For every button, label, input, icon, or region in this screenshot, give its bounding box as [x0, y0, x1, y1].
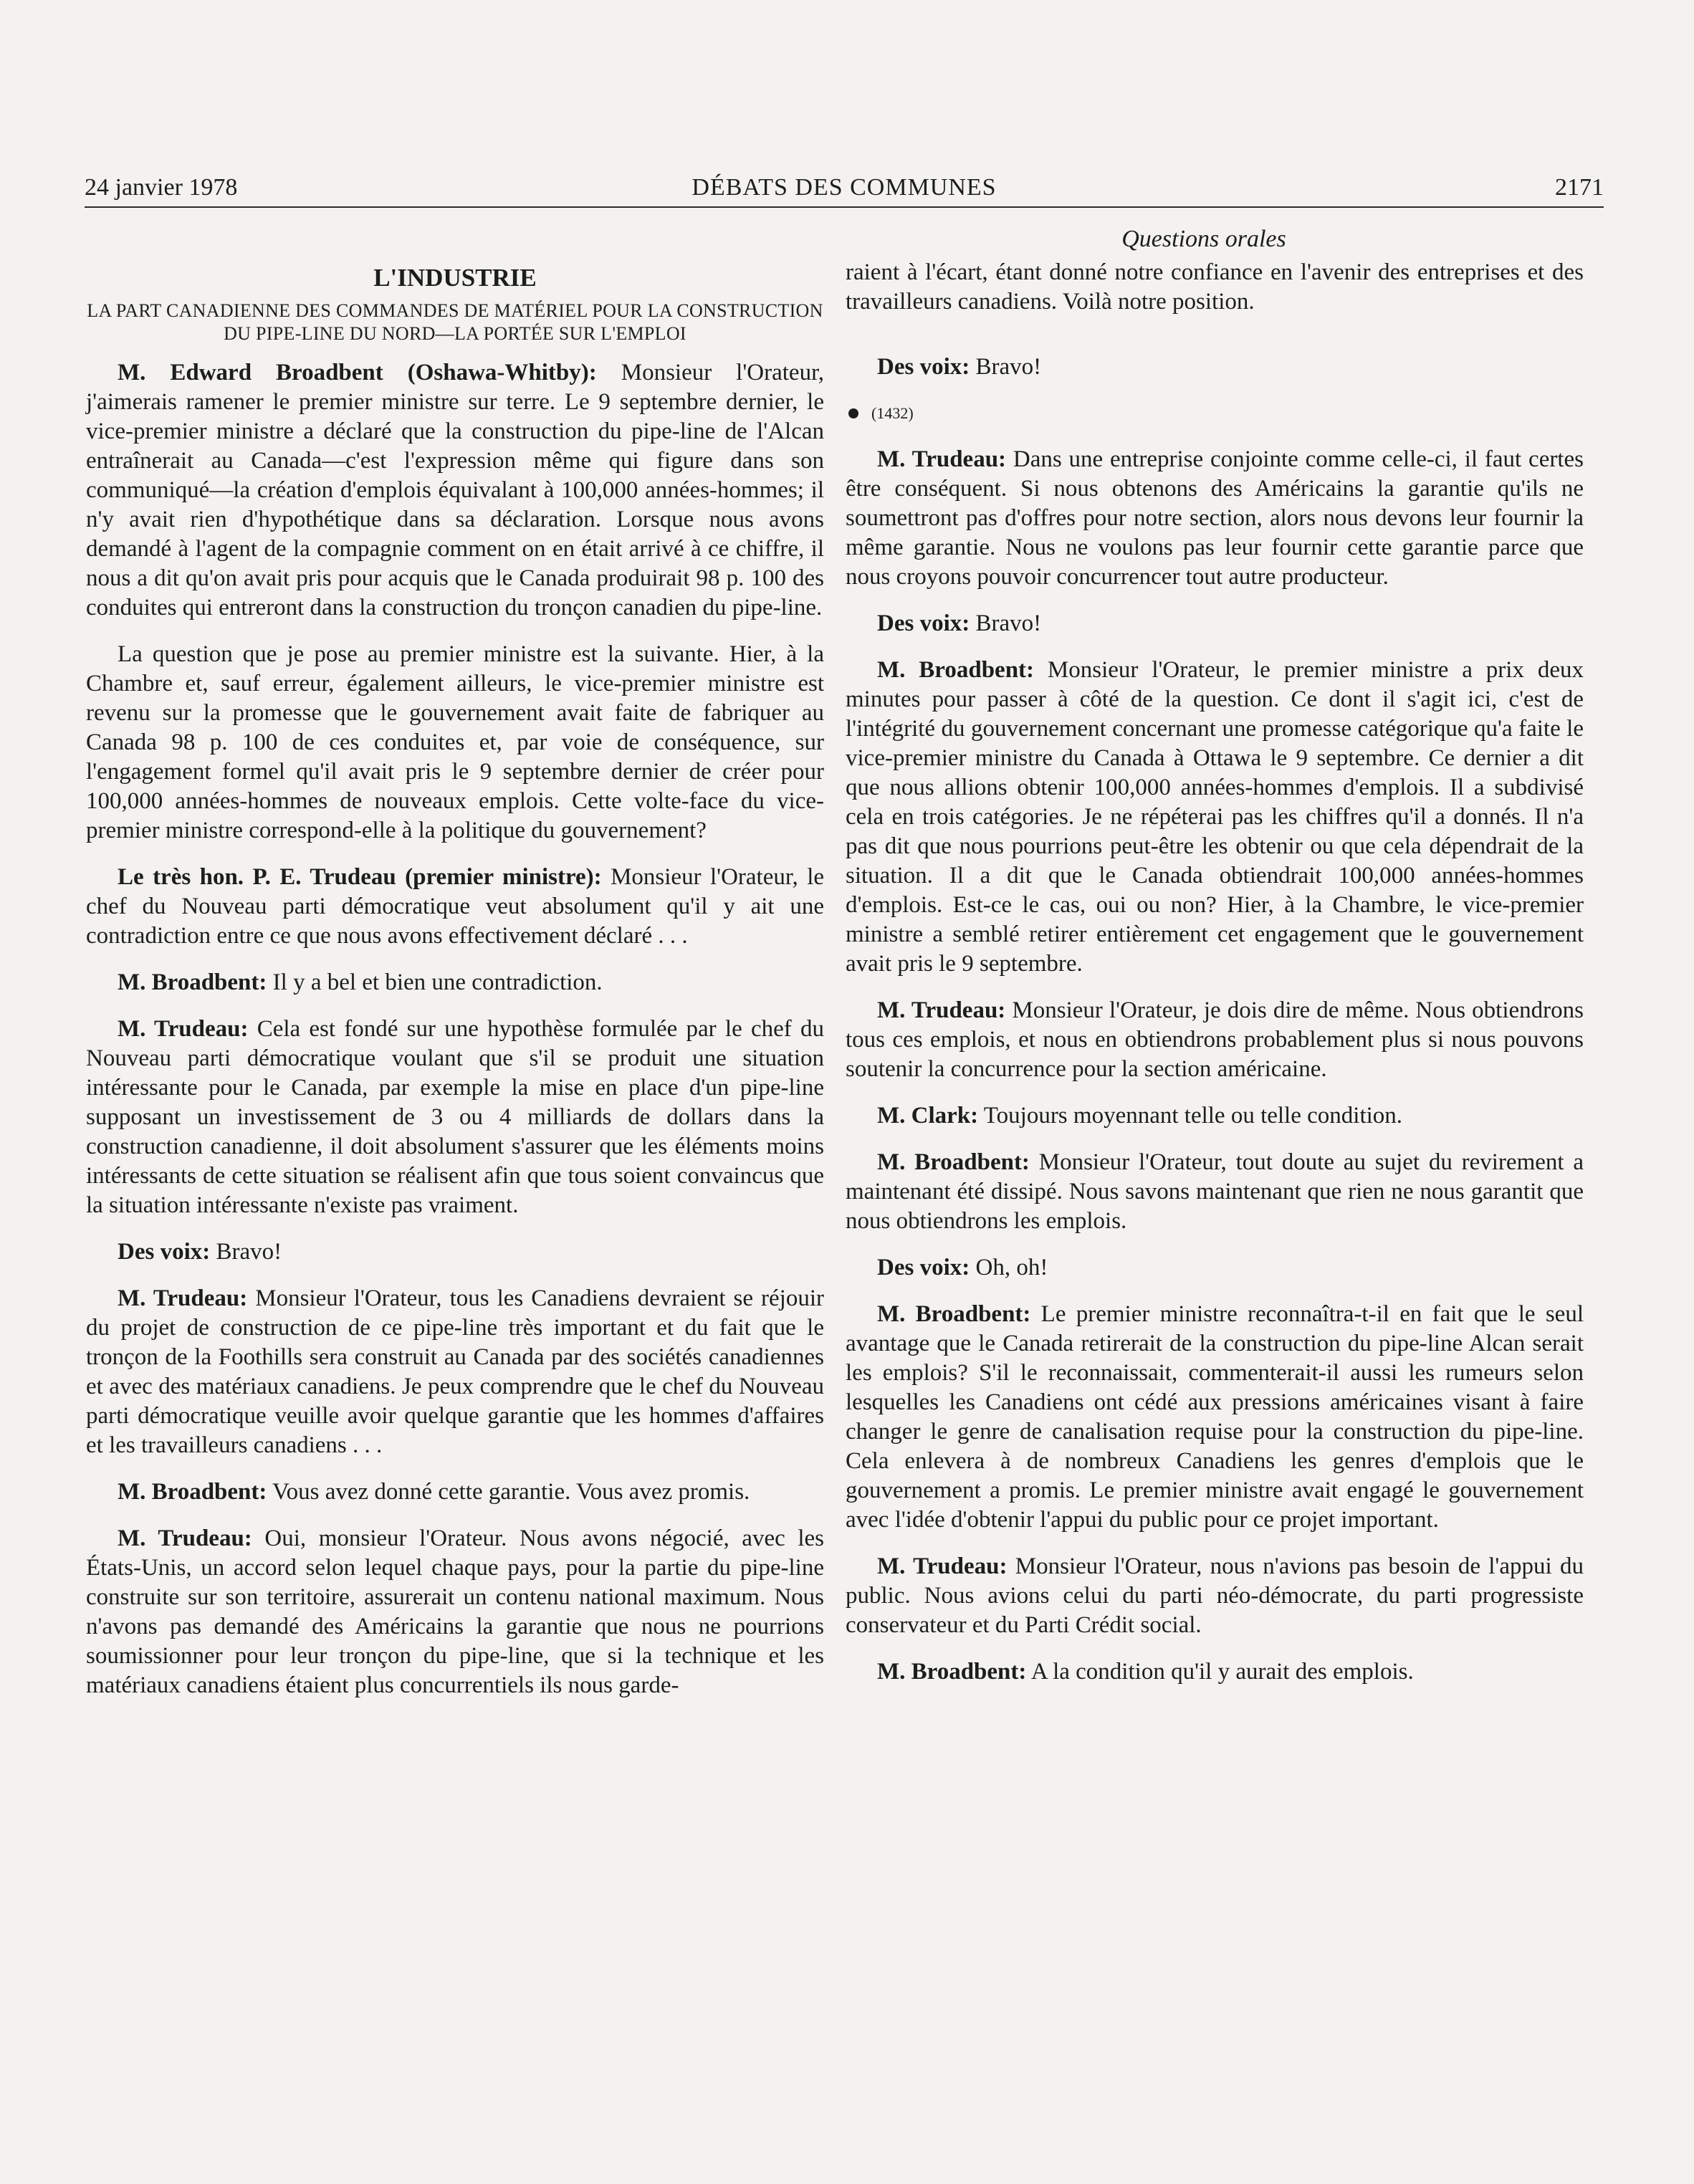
speech-paragraph: [846, 1657, 1584, 1687]
speaker-name: Des voix:: [118, 1239, 211, 1265]
speaker-name: M. Trudeau:: [118, 1526, 252, 1551]
speech-text: Monsieur l'Orateur, nous n'avions pas besoin de l'appui du public. Nous avions celui du parti néo-démocrate, du parti progressiste conservateur et du Parti Crédit social.: [846, 1553, 1584, 1638]
speech-text: Monsieur l'Orateur, tout doute au sujet du revirement a maintenant été dissipé. Nous savons maintenant que rien ne nous garantit que nous obtiendrons les emplois.: [846, 1149, 1584, 1234]
right-paragraphs-a: [846, 353, 1584, 382]
speech-paragraph: [86, 1284, 824, 1460]
speaker-name: M. Trudeau:: [877, 997, 1006, 1023]
bullet-icon: [848, 408, 858, 418]
time-marker-label: (1432): [871, 404, 914, 422]
speech-text: Cela est fondé sur une hypothèse formulée par le chef du Nouveau parti démocratique voulant que s'il se produit une situation intéressante pour le Canada, par exemple la mise en place d'un pipe-line supposant un investissement de 3 ou 4 milliards de dollars dans la construction canadienne, il doit absolument s'assurer que les éléments moins intéressants de cette situation se réalisent afin que tous soient convaincus que la situation intéressante n'existe pas vraiment.: [86, 1016, 824, 1218]
speaker-name: M. Trudeau:: [877, 1553, 1008, 1579]
speech-text: Bravo!: [970, 610, 1042, 636]
speech-text: Oui, monsieur l'Orateur. Nous avons négocié, avec les États-Unis, un accord selon lequel chaque pays, pour la partie du pipe-line construite sur son territoire, assurerait un contenu national maximum. Nous n'avons pas demandé des Américains la garantie que nous ne pourrions soumissionner pour leur tronçon du pipe-line, que si la technique et les matériaux canadiens étaient plus concurrentiels ils nous garde-: [86, 1526, 824, 1698]
speech-paragraph: [86, 1477, 824, 1507]
speech-text: Le premier ministre reconnaîtra-t-il en fait que le seul avantage que le Canada retirerait de la construction du pipe-line Alcan serait les emplois? S'il le reconnaissait, commenterait-il aussi les rumeurs selon lesquelles les Canadiens ont cédé aux pressions américaines visant à faire changer le genre de canalisation requise pour la construction du pipe-line. Cela enlevera à de nombreux Canadiens les genres d'emplois que le gouvernement a promis. Le premier ministre avait engagé le gouvernement avec l'idée d'obtenir l'appui du public pour ce projet important.: [846, 1301, 1584, 1533]
left-column: [86, 258, 824, 1718]
speech-text: Monsieur l'Orateur, j'aimerais ramener le premier ministre sur terre. Le 9 septembre dernier, le vice-premier ministre a déclaré que la construction du pipe-line de l'Alcan entraînerait au Canada—c'est l'expression même qui figure dans son communiqué—la création d'emplois équivalant à 100,000 années-hommes; il n'y avait rien d'hypothétique dans sa déclaration. Lorsque nous avons demandé à l'agent de la compagnie comment on en était arrivé à ce chiffre, il nous a dit qu'on avait pris pour acquis que le Canada produirait 98 p. 100 des conduites qui entreront dans la construction du tronçon canadien du pipe-line.: [86, 360, 824, 621]
header-date: 24 janvier 1978: [85, 174, 238, 201]
speech-paragraph: [86, 863, 824, 951]
speech-text: Toujours moyennant telle ou telle condition.: [978, 1103, 1403, 1129]
speech-paragraph: [86, 968, 824, 997]
section-subtitle: LA PART CANADIENNE DES COMMANDES DE MATÉRIEL POUR LA CONSTRUCTION DU PIPE-LINE DU NORD—LA PORTÉE SUR L'EMPLOI: [87, 300, 823, 344]
speech-paragraph: [846, 445, 1584, 592]
speech-paragraph: [846, 656, 1584, 979]
page-header: [85, 169, 1604, 208]
right-column: [846, 258, 1584, 1704]
speaker-name: Des voix:: [877, 1255, 970, 1280]
speech-paragraph: [86, 1237, 824, 1267]
speech-paragraph: [846, 996, 1584, 1084]
speech-paragraph: [846, 1253, 1584, 1283]
speech-text: La question que je pose au premier ministre est la suivante. Hier, à la Chambre et, sauf erreur, également ailleurs, le vice-premier ministre est revenu sur la promesse que le gouvernement avait faite de fabriquer au Canada 98 p. 100 de ces conduites et, par voie de conséquence, sur l'engagement formel qu'il avait pris le 9 septembre dernier de créer pour 100,000 années-hommes de nouveaux emplois. Cette volte-face du vice-premier ministre correspond-elle à la politique du gouvernement?: [86, 641, 824, 843]
speech-paragraph: [86, 1524, 824, 1700]
speech-paragraph: [86, 1015, 824, 1220]
header-title: DÉBATS DES COMMUNES: [692, 174, 997, 201]
speech-text: Il y a bel et bien une contradiction.: [267, 969, 603, 995]
speech-paragraph: [846, 1148, 1584, 1236]
speaker-name: Le très hon. P. E. Trudeau (premier ministre):: [118, 864, 602, 890]
speaker-name: M. Broadbent:: [877, 1149, 1030, 1175]
continuation-paragraph: raient à l'écart, étant donné notre confiance en l'avenir des entreprises et des travailleurs canadiens. Voilà notre position.: [846, 259, 1584, 315]
speech-paragraph: [846, 1101, 1584, 1131]
section-title: L'INDUSTRIE: [373, 264, 537, 292]
speech-text: Vous avez donné cette garantie. Vous avez promis.: [267, 1479, 750, 1505]
speech-text: Monsieur l'Orateur, le premier ministre a prix deux minutes pour passer à côté de la question. Ce dont il s'agit ici, c'est de l'intégrité du gouvernement concernant une promesse catégorique qu'a faite le vice-premier ministre du Canada à Ottawa le 9 septembre. Ce dernier a dit que nous allions obtenir 100,000 années-hommes d'emplois. Il a subdivisé cela en trois catégories. Je ne répéterai pas les chiffres qu'il a donnés. Il n'a pas dit que nous pourrions peut-être les obtenir ou que cela dépendrait de la situation. Il a dit que le Canada obtiendrait 100,000 années-hommes d'emplois. Est-ce le cas, oui ou non? Hier, à la Chambre, le vice-premier ministre a semblé retirer entièrement cet engagement que le gouvernement avait pris le 9 septembre.: [846, 657, 1584, 977]
page-number: 2171: [1555, 174, 1604, 201]
speech-paragraph: [846, 353, 1584, 382]
speech-text: Bravo!: [970, 354, 1042, 380]
speech-text: Oh, oh!: [970, 1255, 1048, 1280]
speech-text: Monsieur l'Orateur, le chef du Nouveau parti démocratique veut absolument qu'il y ait une contradiction entre ce que nous avons effectivement déclaré . . .: [86, 864, 825, 949]
speaker-name: M. Broadbent:: [118, 969, 267, 995]
speaker-name: M. Trudeau:: [877, 446, 1007, 472]
speaker-name: M. Edward Broadbent (Oshawa-Whitby):: [118, 360, 597, 385]
speaker-name: M. Broadbent:: [877, 1301, 1031, 1327]
speech-paragraph: [86, 640, 824, 846]
speaker-name: M. Broadbent:: [118, 1479, 267, 1505]
speech-text: Monsieur l'Orateur, je dois dire de même. Nous obtiendrons tous ces emplois, et nous en obtiendrons probablement plus si nous pouvons soutenir la concurrence pour la section américaine.: [846, 997, 1584, 1082]
speaker-name: M. Clark:: [877, 1103, 979, 1129]
speaker-name: M. Trudeau:: [118, 1016, 249, 1042]
speech-paragraph: [846, 609, 1584, 638]
speaker-name: Des voix:: [877, 610, 970, 636]
speech-paragraph: [86, 358, 824, 623]
left-paragraphs: [86, 358, 824, 1700]
speech-text: Dans une entreprise conjointe comme celle-ci, il faut certes être conséquent. Si nous obtenons des Américains la garantie qu'ils ne soumettront pas d'offres pour notre section, alors nous devons leur fournir la même garantie. Nous ne voulons pas leur fournir cette garantie parce que nous croyons pouvoir concurrencer tout autre producteur.: [846, 446, 1584, 590]
speech-text: Bravo!: [210, 1239, 282, 1265]
speech-text: Monsieur l'Orateur, tous les Canadiens devraient se réjouir du projet de construction de ce pipe-line très important et du fait que le tronçon de la Foothills sera construit au Canada par des sociétés canadiennes et avec des matériaux canadiens. Je peux comprendre que le chef du Nouveau parti démocratique veuille avoir quelque garantie que les hommes d'affaires et les travailleurs canadiens . . .: [86, 1285, 824, 1458]
time-marker: [846, 399, 1584, 428]
speech-paragraph: [846, 1552, 1584, 1640]
section-running-head: Questions orales: [1121, 226, 1286, 252]
speech-paragraph: [846, 1300, 1584, 1535]
speech-text: A la condition qu'il y aurait des emplois.: [1026, 1659, 1414, 1685]
speaker-name: Des voix:: [877, 354, 970, 380]
right-paragraphs-b: [846, 445, 1584, 1687]
speaker-name: M. Broadbent:: [877, 1659, 1027, 1685]
speaker-name: M. Broadbent:: [877, 657, 1035, 683]
speaker-name: M. Trudeau:: [118, 1285, 248, 1311]
